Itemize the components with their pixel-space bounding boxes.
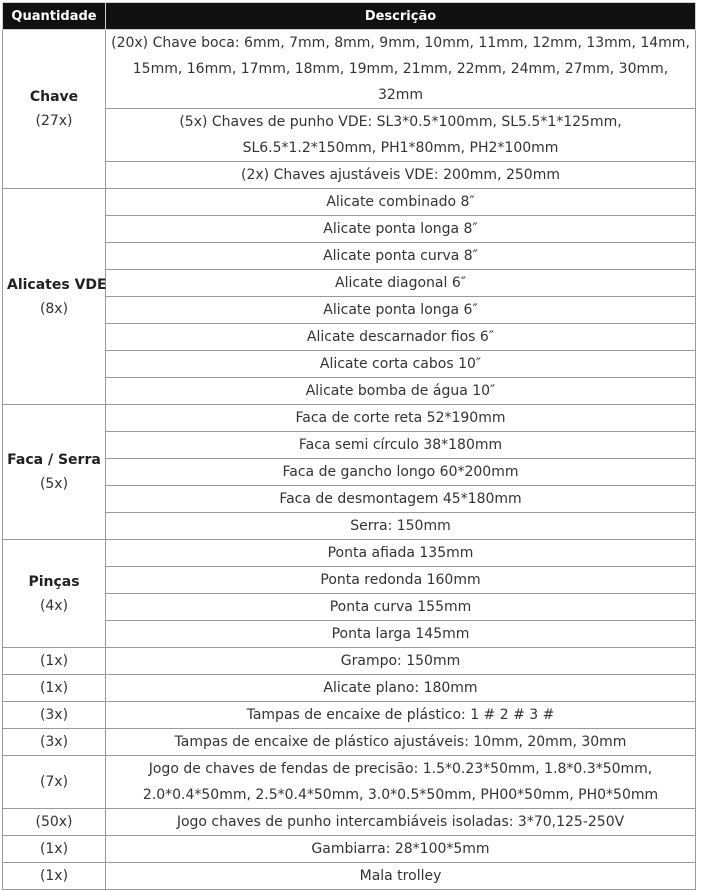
description-cell	[106, 729, 696, 756]
description-cell	[106, 648, 696, 675]
item-quantity-cell: (1x)	[3, 863, 106, 890]
group-quantity-cell	[3, 30, 106, 189]
group-count: (8x)	[39, 300, 69, 317]
description-line: 2.0*0.4*50mm, 2.5*0.4*50mm, 3.0*0.5*50mm, PH00*50mm, PH0*50mm	[142, 787, 659, 803]
table-row	[3, 594, 696, 621]
table-row	[3, 378, 696, 405]
table-row	[3, 324, 696, 351]
description-cell	[106, 486, 696, 513]
description-line: Ponta redonda 160mm	[320, 572, 481, 588]
group-name: Faca / Serra	[7, 452, 101, 468]
table-row	[3, 756, 696, 809]
table-row	[3, 162, 696, 189]
description-line: 15mm, 16mm, 17mm, 18mm, 19mm, 21mm, 22mm, 24mm, 27mm, 30mm, 32mm	[132, 61, 669, 103]
description-cell	[106, 432, 696, 459]
table-row	[3, 863, 696, 890]
description-line: Ponta larga 145mm	[331, 626, 470, 642]
description-cell	[106, 216, 696, 243]
description-line: Jogo de chaves de fendas de precisão: 1.5*0.23*50mm, 1.8*0.3*50mm,	[148, 761, 653, 777]
description-line: Alicate ponta curva 8″	[323, 248, 478, 264]
description-cell	[106, 405, 696, 432]
description-line: SL6.5*1.2*150mm, PH1*80mm, PH2*100mm	[242, 140, 559, 156]
group-count: (27x)	[35, 113, 73, 129]
item-quantity-cell: (50x)	[3, 809, 106, 836]
table-row	[3, 30, 696, 109]
description-cell	[106, 378, 696, 405]
description-line: Ponta afiada 135mm	[327, 545, 474, 561]
description-line: Tampas de encaixe de plástico ajustáveis: 10mm, 20mm, 30mm	[174, 734, 627, 750]
description-cell	[106, 675, 696, 702]
description-line: Gambiarra: 28*100*5mm	[311, 841, 490, 857]
tool-list-table	[2, 2, 696, 890]
table-row	[3, 432, 696, 459]
description-line: Serra: 150mm	[350, 518, 451, 534]
description-cell	[106, 809, 696, 836]
group-name: Alicates VDE	[7, 276, 107, 293]
description-line: Tampas de encaixe de plástico: 1 # 2 # 3 #	[246, 707, 555, 723]
description-cell	[106, 513, 696, 540]
description-cell	[106, 540, 696, 567]
item-quantity-cell: (1x)	[3, 675, 106, 702]
table-row	[3, 540, 696, 567]
description-line: Ponta curva 155mm	[329, 599, 472, 615]
description-line: Grampo: 150mm	[340, 653, 461, 669]
description-cell	[106, 270, 696, 297]
table-row	[3, 216, 696, 243]
description-line: Alicate corta cabos 10″	[319, 356, 482, 372]
table-row	[3, 729, 696, 756]
item-quantity-cell: (1x)	[3, 836, 106, 863]
group-count: (4x)	[39, 597, 69, 614]
description-line: Alicate descarnador fios 6″	[306, 329, 495, 345]
table-header-row	[3, 3, 696, 30]
item-quantity-cell: (3x)	[3, 729, 106, 756]
table-row	[3, 486, 696, 513]
description-cell	[106, 324, 696, 351]
description-line: (20x) Chave boca: 6mm, 7mm, 8mm, 9mm, 10mm, 11mm, 12mm, 13mm, 14mm,	[111, 35, 690, 51]
item-quantity-cell: (1x)	[3, 648, 106, 675]
table-row	[3, 405, 696, 432]
description-cell	[106, 30, 696, 109]
table-row	[3, 648, 696, 675]
table-row	[3, 702, 696, 729]
description-line: Alicate plano: 180mm	[323, 680, 478, 696]
table-body	[3, 30, 696, 890]
description-cell	[106, 567, 696, 594]
item-quantity-cell: (7x)	[3, 756, 106, 809]
tool-list-table-wrapper	[2, 2, 695, 890]
table-row	[3, 459, 696, 486]
description-cell	[106, 756, 696, 809]
group-quantity-cell	[3, 189, 106, 405]
table-row	[3, 513, 696, 540]
description-line: (2x) Chaves ajustáveis VDE: 200mm, 250mm	[241, 167, 560, 183]
description-cell	[106, 702, 696, 729]
group-name: Chave	[29, 89, 79, 105]
description-cell	[106, 297, 696, 324]
description-line: Faca semi círculo 38*180mm	[298, 437, 503, 453]
description-cell	[106, 351, 696, 378]
description-line: Jogo chaves de punho intercambiáveis isoladas: 3*70,125-250V	[176, 814, 625, 830]
description-line: Mala trolley	[359, 868, 442, 884]
description-line: Alicate diagonal 6″	[335, 275, 466, 291]
group-name: Pinças	[28, 573, 80, 590]
group-quantity-cell	[3, 405, 106, 540]
table-row	[3, 109, 696, 162]
quantity-header: Quantidade	[3, 3, 106, 30]
description-line: Faca de gancho longo 60*200mm	[282, 464, 519, 480]
table-row	[3, 189, 696, 216]
table-row	[3, 675, 696, 702]
table-row	[3, 621, 696, 648]
description-line: Alicate ponta longa 8″	[323, 221, 478, 237]
description-line: Alicate bomba de água 10″	[305, 383, 496, 399]
description-line: Faca de desmontagem 45*180mm	[279, 491, 522, 507]
description-cell	[106, 836, 696, 863]
description-line: Alicate ponta longa 6″	[323, 302, 478, 318]
description-cell	[106, 863, 696, 890]
description-cell	[106, 189, 696, 216]
description-cell	[106, 109, 696, 162]
group-count: (5x)	[39, 476, 69, 492]
description-line: Alicate combinado 8″	[326, 194, 475, 210]
description-cell	[106, 621, 696, 648]
table-row	[3, 351, 696, 378]
description-cell	[106, 243, 696, 270]
description-header: Descrição	[106, 3, 696, 30]
table-row	[3, 809, 696, 836]
table-row	[3, 567, 696, 594]
table-row	[3, 243, 696, 270]
table-row	[3, 297, 696, 324]
description-line: Faca de corte reta 52*190mm	[295, 410, 506, 426]
table-row	[3, 836, 696, 863]
group-quantity-cell	[3, 540, 106, 648]
item-quantity-cell: (3x)	[3, 702, 106, 729]
description-cell	[106, 594, 696, 621]
description-cell	[106, 459, 696, 486]
description-line: (5x) Chaves de punho VDE: SL3*0.5*100mm, SL5.5*1*125mm,	[179, 114, 622, 130]
description-cell	[106, 162, 696, 189]
